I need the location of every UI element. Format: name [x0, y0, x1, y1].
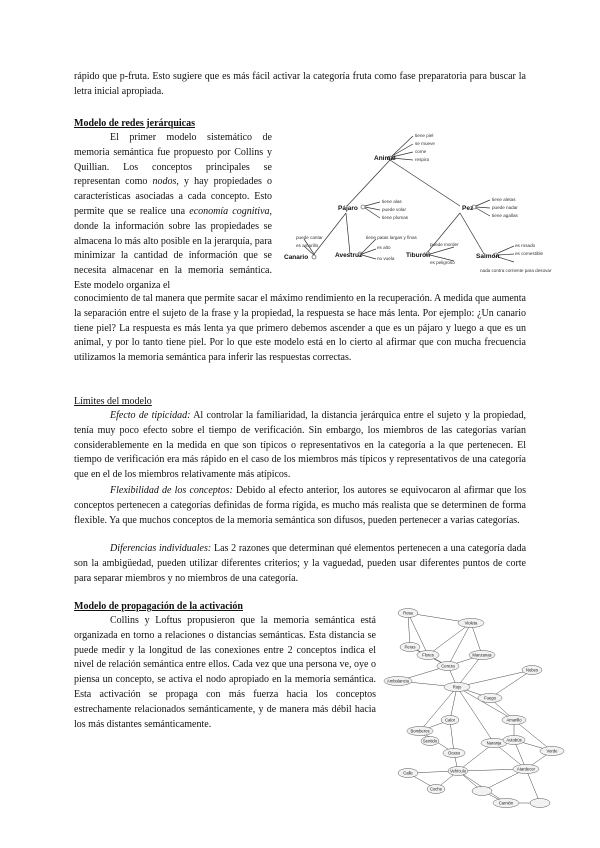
- spreading-paragraph: Collins y Loftus propusieron que la memoria semántica está organizada en torno a relaciones o distancias semánticas. Esta distancia se puede medir y la longitud de las conexiones entre 2 conceptos indica el nivel de relación semántica entre ellos. Cada vez que una persona ve, oye o piensa un concepto, se activa el nodo apropiado en la memoria semántica. Esta activación se propaga con más fuerza hacia los conceptos estrechamente relacionados semánticamente, y de manera más débil hacia los más distantes semánticamente.: [74, 615, 376, 730]
- prop-animal-1: tiene piel: [415, 133, 434, 138]
- hierarchical-paragraph-start: El primer modelo sistemático de memoria semántica fue propuesto por Collins y Quillian. Los conceptos principales se representan como nodos, y hay propiedades o características asociadas a cada concepto. Esto permite que se realice una economía cognitiva, donde la información sobre las propiedades se almacena lo más alto posible en la jerarquía, para minimizar la cantidad de información que se necesita almacenar en la memoria semántica. Este modelo organiza el: [74, 132, 273, 291]
- net-node-fuego: Fuego: [484, 695, 496, 701]
- intro-paragraph: rápido que p-fruta. Esto sugiere que es más fácil activar la categoría fruta como fase preparatoria para buscar la letra inicial apropiada.: [74, 71, 526, 97]
- net-node-nubes: Nubes: [525, 667, 539, 673]
- prop-canario-1: puede cantar: [296, 235, 323, 240]
- prop-animal-3: come: [415, 149, 427, 154]
- prop-tiburon-1: puede morder: [430, 242, 459, 247]
- net-node-atardecer: Atardecer: [516, 766, 536, 772]
- limits-paragraph-flexibility: Flexibilidad de los conceptos: Debido al efecto anterior, los autores se equivocaron al afirmar que los conceptos pertenecen a categorías definidas de forma rígida, es mucho más realista que se determinen de forma flexible. Ya que muchos conceptos de la memoria semántica son difusos, pueden pertenecer a varias categorías.: [74, 485, 526, 526]
- node-pez: Pez: [462, 205, 474, 212]
- prop-animal-2: se mueve: [415, 141, 435, 146]
- node-canario: Canario: [284, 254, 309, 261]
- net-node-manzanas: Manzanas: [472, 652, 492, 658]
- limits-paragraph-typicality: Efecto de tipicidad: Al controlar la familiaridad, la distancia jerárquica entre el sujeto y la propiedad, tenía muy poco efecto sobre el tiempo de verificación. Sin embargo, los miembros de las categorías varían considerablemente en la medida en que son típicos o representativos en la categoría a la que pertenecen. El tiempo de verificación era más rápido en el caso de los miembros más típicos y representativos de una categoría que en el de los miembros relativamente más atípicos.: [74, 410, 526, 481]
- net-node-rojo: Rojo: [452, 684, 462, 690]
- section-heading-limits: Límites del modelo: [74, 396, 152, 407]
- spreading-activation-diagram: [386, 603, 578, 821]
- net-node-naranja: Naranja: [486, 740, 502, 746]
- net-node-calor: Calor: [444, 717, 456, 723]
- hierarchical-network-diagram: [280, 126, 552, 286]
- node-salmon: Salmón: [476, 253, 500, 260]
- node-avestruz: Avestruz: [335, 252, 363, 259]
- prop-pajaro-3: tiene plumas: [382, 215, 409, 220]
- net-node-vehiculo: Vehículo: [449, 768, 467, 774]
- net-node-calle: Calle: [403, 770, 413, 776]
- prop-salmon-1: es rosado: [515, 243, 536, 248]
- net-node-autobus: Autobús: [506, 737, 522, 743]
- net-node-camion: Camión: [498, 800, 514, 806]
- net-node-peras: Peras: [404, 644, 416, 650]
- net-node-ocaso: Ocaso: [447, 750, 461, 756]
- net-node-flores: Flores: [422, 652, 434, 658]
- net-node-sentido: Sentido: [422, 738, 438, 744]
- prop-animal-4: respira: [415, 157, 430, 162]
- prop-pez-3: tiene agallas: [492, 213, 518, 218]
- prop-tiburon-2: es peligroso: [430, 260, 455, 265]
- limits-paragraph-individual: Diferencias individuales: Las 2 razones que determinan qué elementos pertenecen a una categoría dada son la ambigüedad, pueden utilizar diferentes criterios; y la vaguedad, pueden usar diferentes puntos de corte para separar miembros y no miembros de una categoría.: [74, 543, 527, 584]
- net-node-coche: Coche: [429, 786, 443, 792]
- prop-avestruz-2: es alto: [377, 245, 391, 250]
- prop-pez-1: tiene aletas: [492, 197, 516, 202]
- net-node-ambulancia: Ambulancia: [387, 678, 409, 684]
- net-node-cereza: Cereza: [441, 663, 455, 669]
- section-heading-spreading: Modelo de propagación de la activación: [74, 601, 243, 612]
- prop-pajaro-1: tiene alas: [382, 199, 402, 204]
- node-animal: Animal: [374, 155, 396, 162]
- net-node-amarillo: Amarillo: [506, 717, 522, 723]
- prop-pez-2: puede nadar: [492, 205, 518, 210]
- net-node-verde: Verde: [546, 748, 558, 754]
- prop-salmon-2: es comestible: [515, 251, 544, 256]
- node-pajaro: Pájaro: [338, 205, 358, 212]
- prop-canario-2: es amarillo: [296, 243, 319, 248]
- prop-salmon-3: nada contra corriente para desovar: [480, 268, 552, 273]
- prop-avestruz-1: tiene patas largas y finas: [366, 235, 417, 240]
- net-node-violeta: Violeta: [464, 620, 478, 626]
- prop-pajaro-2: puede volar: [382, 207, 407, 212]
- section-heading-hierarchical: Modelo de redes jerárquicas: [74, 118, 196, 129]
- net-node-rosa: Rosa: [403, 610, 413, 616]
- hierarchical-paragraph-continuation: conocimiento de tal manera que permite sacar el máximo rendimiento en la recuperación. A medida que aumenta la separación entre el sujeto de la frase y la propiedad, la respuesta se hace más lenta. Por ejemplo: ¿Un canario tiene piel? La respuesta es más lenta ya que primero debemos ascender a que es un pájaro y luego a que es un animal, y por lo tanto tiene piel. Por lo que este modelo está en lo cierto al afirmar que con mucha frecuencia utilizamos la memoria semántica para inferir las respuestas correctas.: [74, 293, 526, 364]
- node-tiburon: Tiburón: [406, 252, 431, 259]
- net-node-bomberos: Bomberos: [410, 728, 430, 734]
- prop-avestruz-3: no vuela: [377, 256, 395, 261]
